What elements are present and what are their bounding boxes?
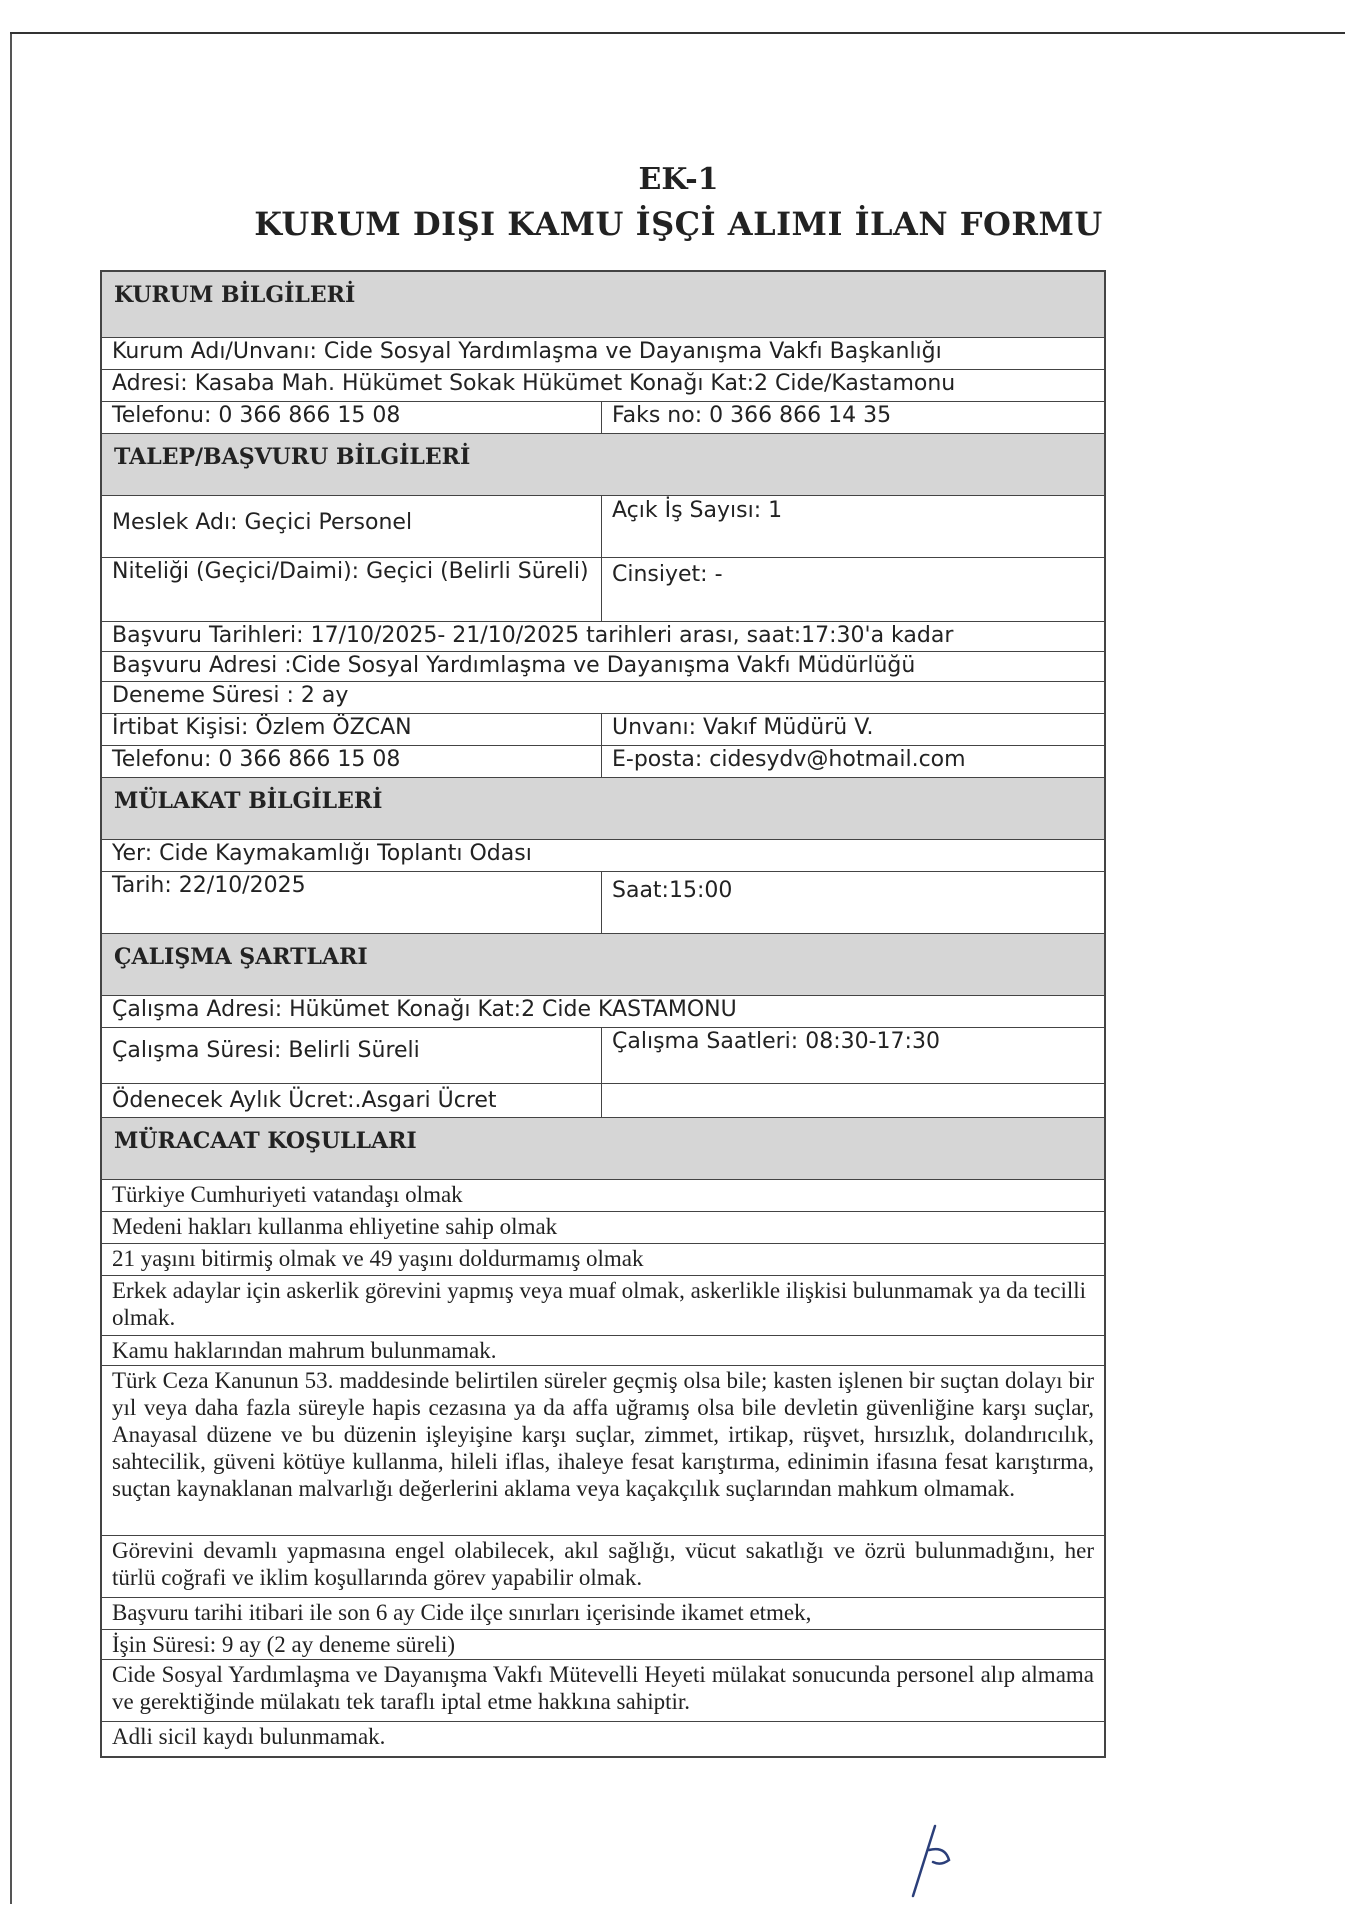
condition-row [102, 1598, 1104, 1630]
signature-mark [905, 1820, 965, 1900]
condition-item: Görevini devamlı yapmasına engel olabilecek, akıl sağlığı, vücut sakatlığı ve özrü bulunmadığını, her türlü coğrafi ve iklim koşullarında görev yapabilir olmak. [112, 1538, 1094, 1590]
table-row [102, 682, 1104, 714]
calisma-suresi: Çalışma Süresi: Belirli Süreli [102, 1028, 602, 1083]
condition-item: Başvuru tarihi itibari ile son 6 ay Cide ilçe sınırları içerisinde ikamet etmek, [112, 1600, 812, 1625]
deneme-suresi: Deneme Süresi : 2 ay [112, 683, 349, 708]
condition-item: Erkek adaylar için askerlik görevini yapmış veya muaf olmak, askerlikle ilişkisi bulunmamak ya da tecilli olmak. [112, 1278, 1087, 1330]
irtibat-kisisi: İrtibat Kişisi: Özlem ÖZCAN [102, 714, 602, 745]
meslek-adi: Meslek Adı: Geçici Personel [102, 496, 602, 557]
irtibat-unvani: Unvanı: Vakıf Müdürü V. [612, 715, 874, 740]
condition-item: Medeni hakları kullanma ehliyetine sahip olmak [112, 1214, 558, 1239]
kurum-adres: Adresi: Kasaba Mah. Hükümet Sokak Hükümet Konağı Kat:2 Cide/Kastamonu [112, 371, 956, 396]
section-muracaat-kosullari [102, 1118, 1104, 1180]
mulakat-yer: Yer: Cide Kaymakamlığı Toplantı Odası [112, 841, 532, 866]
aylik-ucret: Ödenecek Aylık Ücret:.Asgari Ücret [102, 1084, 602, 1117]
condition-row [102, 1336, 1104, 1366]
kurum-telefon: Telefonu: 0 366 866 15 08 [102, 402, 602, 433]
empty-cell [602, 1084, 1104, 1117]
condition-row [102, 1212, 1104, 1244]
table-row [102, 622, 1104, 652]
niteligi: Niteliği (Geçici/Daimi): Geçici (Belirli Süreli) [102, 558, 602, 621]
section-title: KURUM BİLGİLERİ [114, 282, 356, 308]
condition-row [102, 1276, 1104, 1336]
condition-item: Adli sicil kaydı bulunmamak. [112, 1724, 386, 1749]
table-row [102, 1084, 1104, 1118]
condition-row [102, 1536, 1104, 1598]
condition-row [102, 1660, 1104, 1722]
condition-row [102, 1722, 1104, 1756]
kurum-faks: Faks no: 0 366 866 14 35 [612, 403, 892, 428]
cinsiyet: Cinsiyet: - [612, 562, 723, 587]
section-title: MÜRACAAT KOŞULLARI [114, 1128, 417, 1154]
mulakat-tarih: Tarih: 22/10/2025 [102, 872, 602, 933]
section-kurum-bilgileri [102, 272, 1104, 338]
condition-row [102, 1180, 1104, 1212]
calisma-adresi: Çalışma Adresi: Hükümet Konağı Kat:2 Cide KASTAMONU [112, 997, 737, 1022]
irtibat-eposta: E-posta: cidesydv@hotmail.com [612, 747, 966, 772]
table-row [102, 1028, 1104, 1084]
condition-item: Cide Sosyal Yardımlaşma ve Dayanışma Vakfı Mütevelli Heyeti mülakat sonucunda personel alıp almama ve gerektiğinde mülakatı tek taraflı iptal etme hakkına sahiptir. [112, 1662, 1094, 1714]
top-border-line [10, 32, 1345, 34]
section-title: ÇALIŞMA ŞARTLARI [114, 944, 368, 970]
section-title: MÜLAKAT BİLGİLERİ [114, 788, 383, 814]
table-row [102, 872, 1104, 934]
condition-row [102, 1630, 1104, 1660]
table-row [102, 714, 1104, 746]
mulakat-saat: Saat:15:00 [612, 878, 733, 903]
table-row [102, 558, 1104, 622]
left-border-line [10, 34, 12, 1904]
condition-row [102, 1366, 1104, 1536]
section-title: TALEP/BAŞVURU BİLGİLERİ [114, 444, 471, 470]
section-talep-basvuru [102, 434, 1104, 496]
table-row [102, 338, 1104, 370]
irtibat-telefon: Telefonu: 0 366 866 15 08 [102, 746, 602, 777]
section-mulakat [102, 778, 1104, 840]
table-row [102, 996, 1104, 1028]
form-title: KURUM DIŞI KAMU İŞÇİ ALIMI İLAN FORMU [254, 205, 1103, 243]
announcement-form-table [100, 270, 1106, 1758]
condition-item: 21 yaşını bitirmiş olmak ve 49 yaşını doldurmamış olmak [112, 1246, 644, 1271]
kurum-adi: Kurum Adı/Unvanı: Cide Sosyal Yardımlaşma ve Dayanışma Vakfı Başkanlığı [112, 339, 942, 364]
condition-item: Kamu haklarından mahrum bulunmamak. [112, 1338, 497, 1363]
basvuru-adresi: Başvuru Adresi :Cide Sosyal Yardımlaşma ve Dayanışma Vakfı Müdürlüğü [112, 653, 916, 678]
annex-label: EK-1 [638, 162, 719, 197]
acik-is-sayisi: Açık İş Sayısı: 1 [612, 498, 783, 523]
condition-item: İşin Süresi: 9 ay (2 ay deneme süreli) [112, 1632, 455, 1657]
table-row [102, 652, 1104, 682]
calisma-saatleri: Çalışma Saatleri: 08:30-17:30 [612, 1029, 940, 1054]
condition-row [102, 1244, 1104, 1276]
table-row [102, 840, 1104, 872]
condition-item: Türkiye Cumhuriyeti vatandaşı olmak [112, 1182, 463, 1207]
table-row [102, 402, 1104, 434]
condition-item: Türk Ceza Kanunun 53. maddesinde belirtilen süreler geçmiş olsa bile; kasten işlenen bir suçtan dolayı bir yıl veya daha fazla süreyle hapis cezasına ya da affa uğramış olsa bile devletin güvenliğine karşı suçlar, Anayasal düzene ve bu düzenin işleyişine karşı suçlar, zimmet, irtikap, rüşvet, hırsızlık, dolandırıcılık, sahtecilik, güveni kötüye kullanma, hileli iflas, ihaleye fesat karıştırma, edinimin ifasına fesat karıştırma, suçtan kaynaklanan malvarlığı değerlerini aklama veya kaçakçılık suçlarından mahkum olmamak. [112, 1368, 1094, 1501]
table-row [102, 370, 1104, 402]
table-row [102, 496, 1104, 558]
section-calisma-sartlari [102, 934, 1104, 996]
basvuru-tarihleri: Başvuru Tarihleri: 17/10/2025- 21/10/2025 tarihleri arası, saat:17:30'a kadar [112, 623, 954, 648]
table-row [102, 746, 1104, 778]
